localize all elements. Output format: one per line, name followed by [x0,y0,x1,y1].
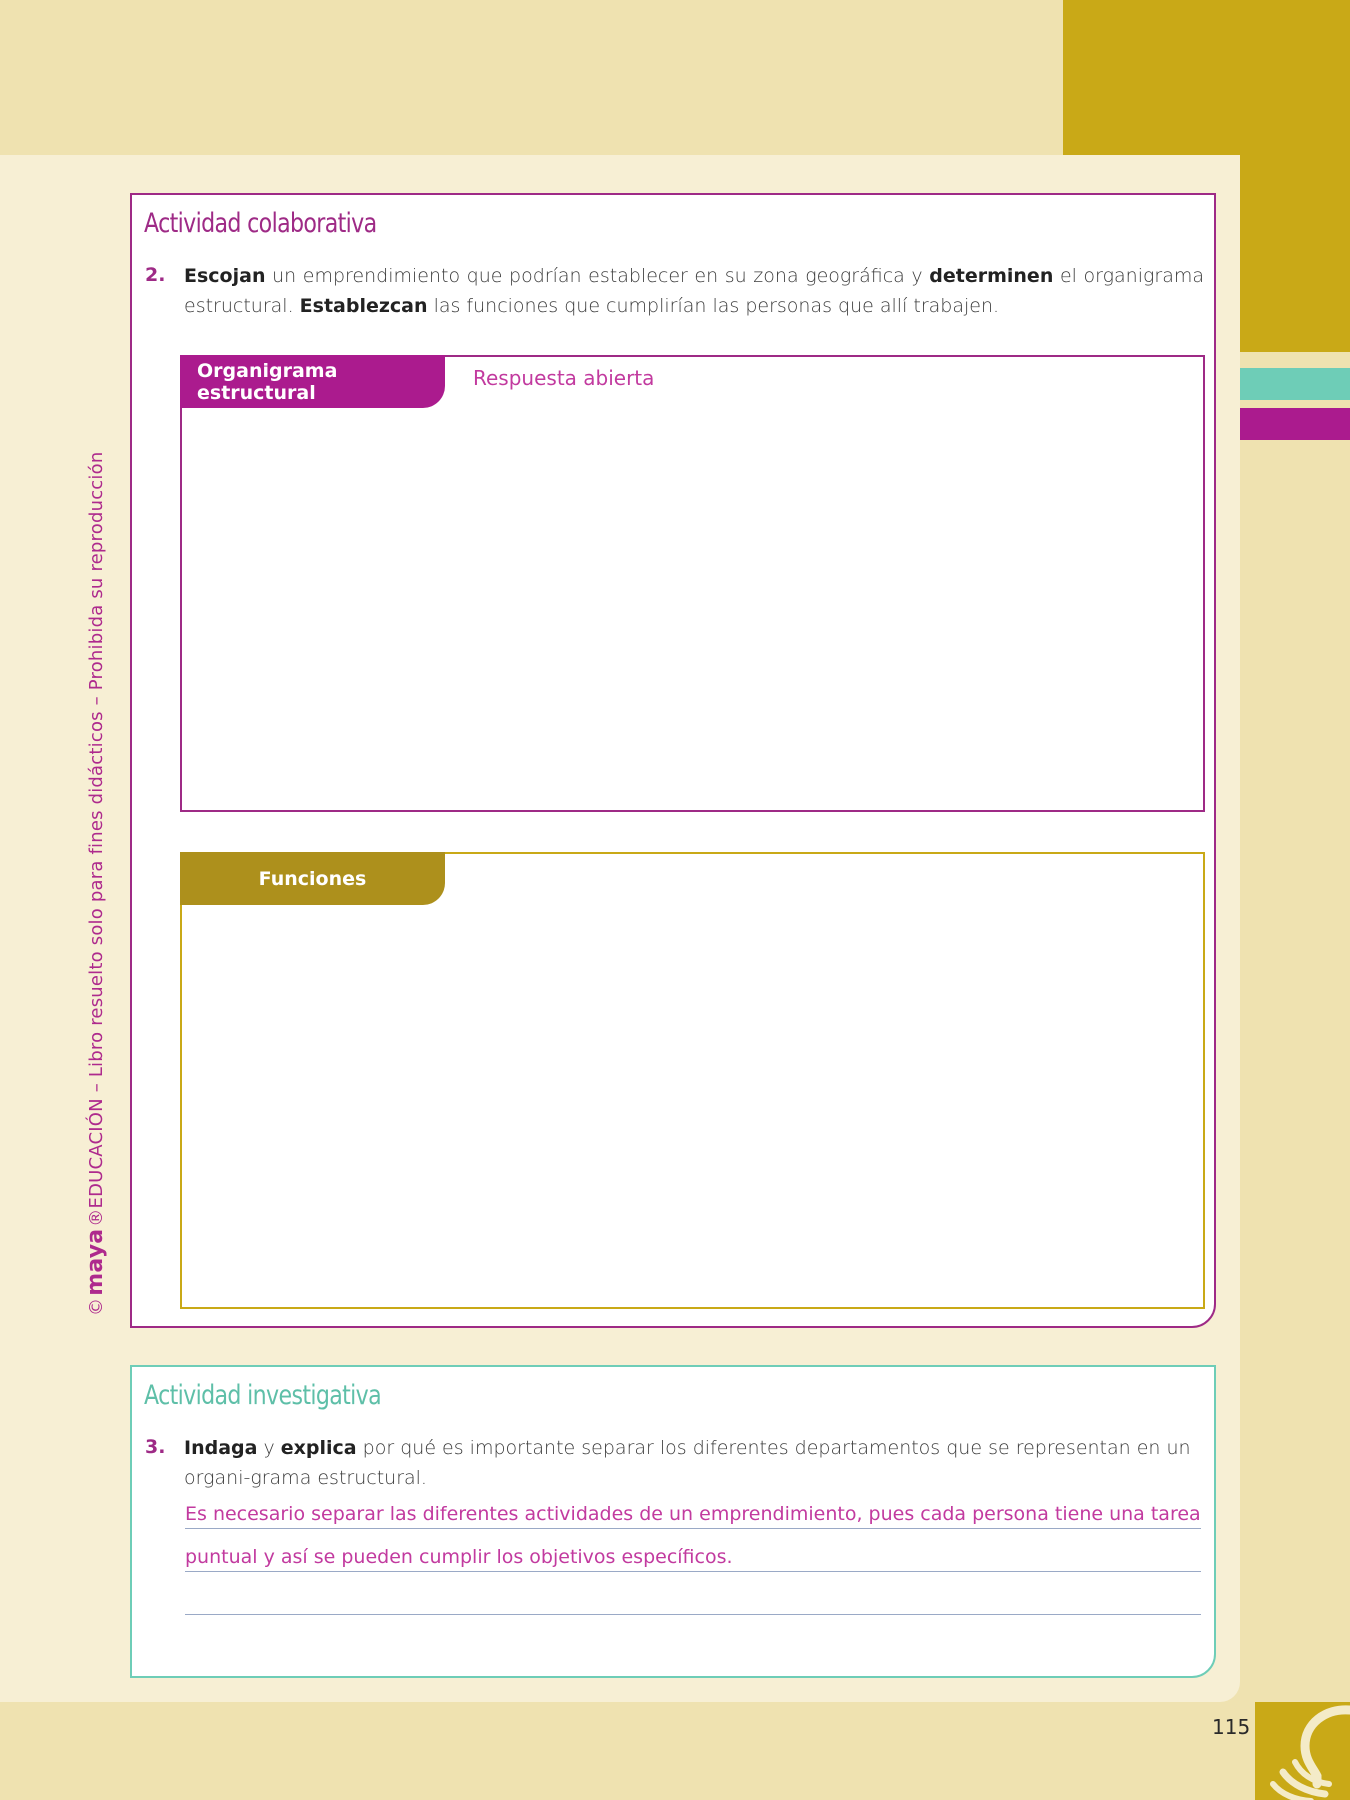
copyright-sidebar [83,452,108,1316]
copyright-symbol: © [86,1297,107,1316]
answer-line-2[interactable]: puntual y así se pueden cumplir los objetivos específicos. [185,1543,1201,1572]
verb-establezcan: Establezcan [299,295,428,317]
page-number: 115 [1212,1715,1251,1739]
magenta-side-band [1238,408,1350,440]
brand-logo: maya [83,1228,108,1296]
verb-indaga: Indaga [184,1437,258,1459]
activity-colaborativa-title: Actividad colaborativa [144,208,377,239]
question-3-statement [184,1433,1204,1493]
question-2-statement [184,261,1204,321]
answer-line-3[interactable] [185,1586,1201,1615]
organigrama-answer: Respuesta abierta [473,366,655,390]
statement-text: el organigrama estructural. [184,265,1204,317]
activity-investigativa-title: Actividad investigativa [144,1380,382,1411]
organigrama-answer-box[interactable] [180,355,1205,812]
copyright-text: ®EDUCACIÓN – Libro resuelto solo para fines didácticos – Prohibida su reproducción [86,451,107,1227]
lightbulb-icon [1255,1702,1350,1800]
answer-line-1[interactable]: Es necesario separar las diferentes actividades de un emprendimiento, pues cada persona tiene una tarea [185,1500,1201,1529]
question-number: 2. [145,264,166,286]
verb-escojan: Escojan [184,265,266,287]
funciones-answer-box[interactable] [180,852,1205,1309]
right-margin-strip [1240,352,1350,1800]
verb-explica: explica [280,1437,357,1459]
statement-text: y [257,1437,281,1459]
statement-text: un emprendimiento que podrían establecer en su zona geográfica y [265,265,930,287]
teal-side-band [1238,368,1350,400]
question-number: 3. [145,1436,166,1458]
verb-determinen: determinen [929,265,1054,287]
organigrama-tab: Organigrama estructural [180,355,445,408]
lightbulb-corner [1255,1702,1350,1800]
funciones-tab: Funciones [180,852,445,905]
statement-text: por qué es importante separar los diferentes departamentos que se representan en un organi-grama estructural. [184,1437,1191,1489]
statement-text: las funciones que cumplirían las personas que allí trabajen. [427,295,1000,317]
